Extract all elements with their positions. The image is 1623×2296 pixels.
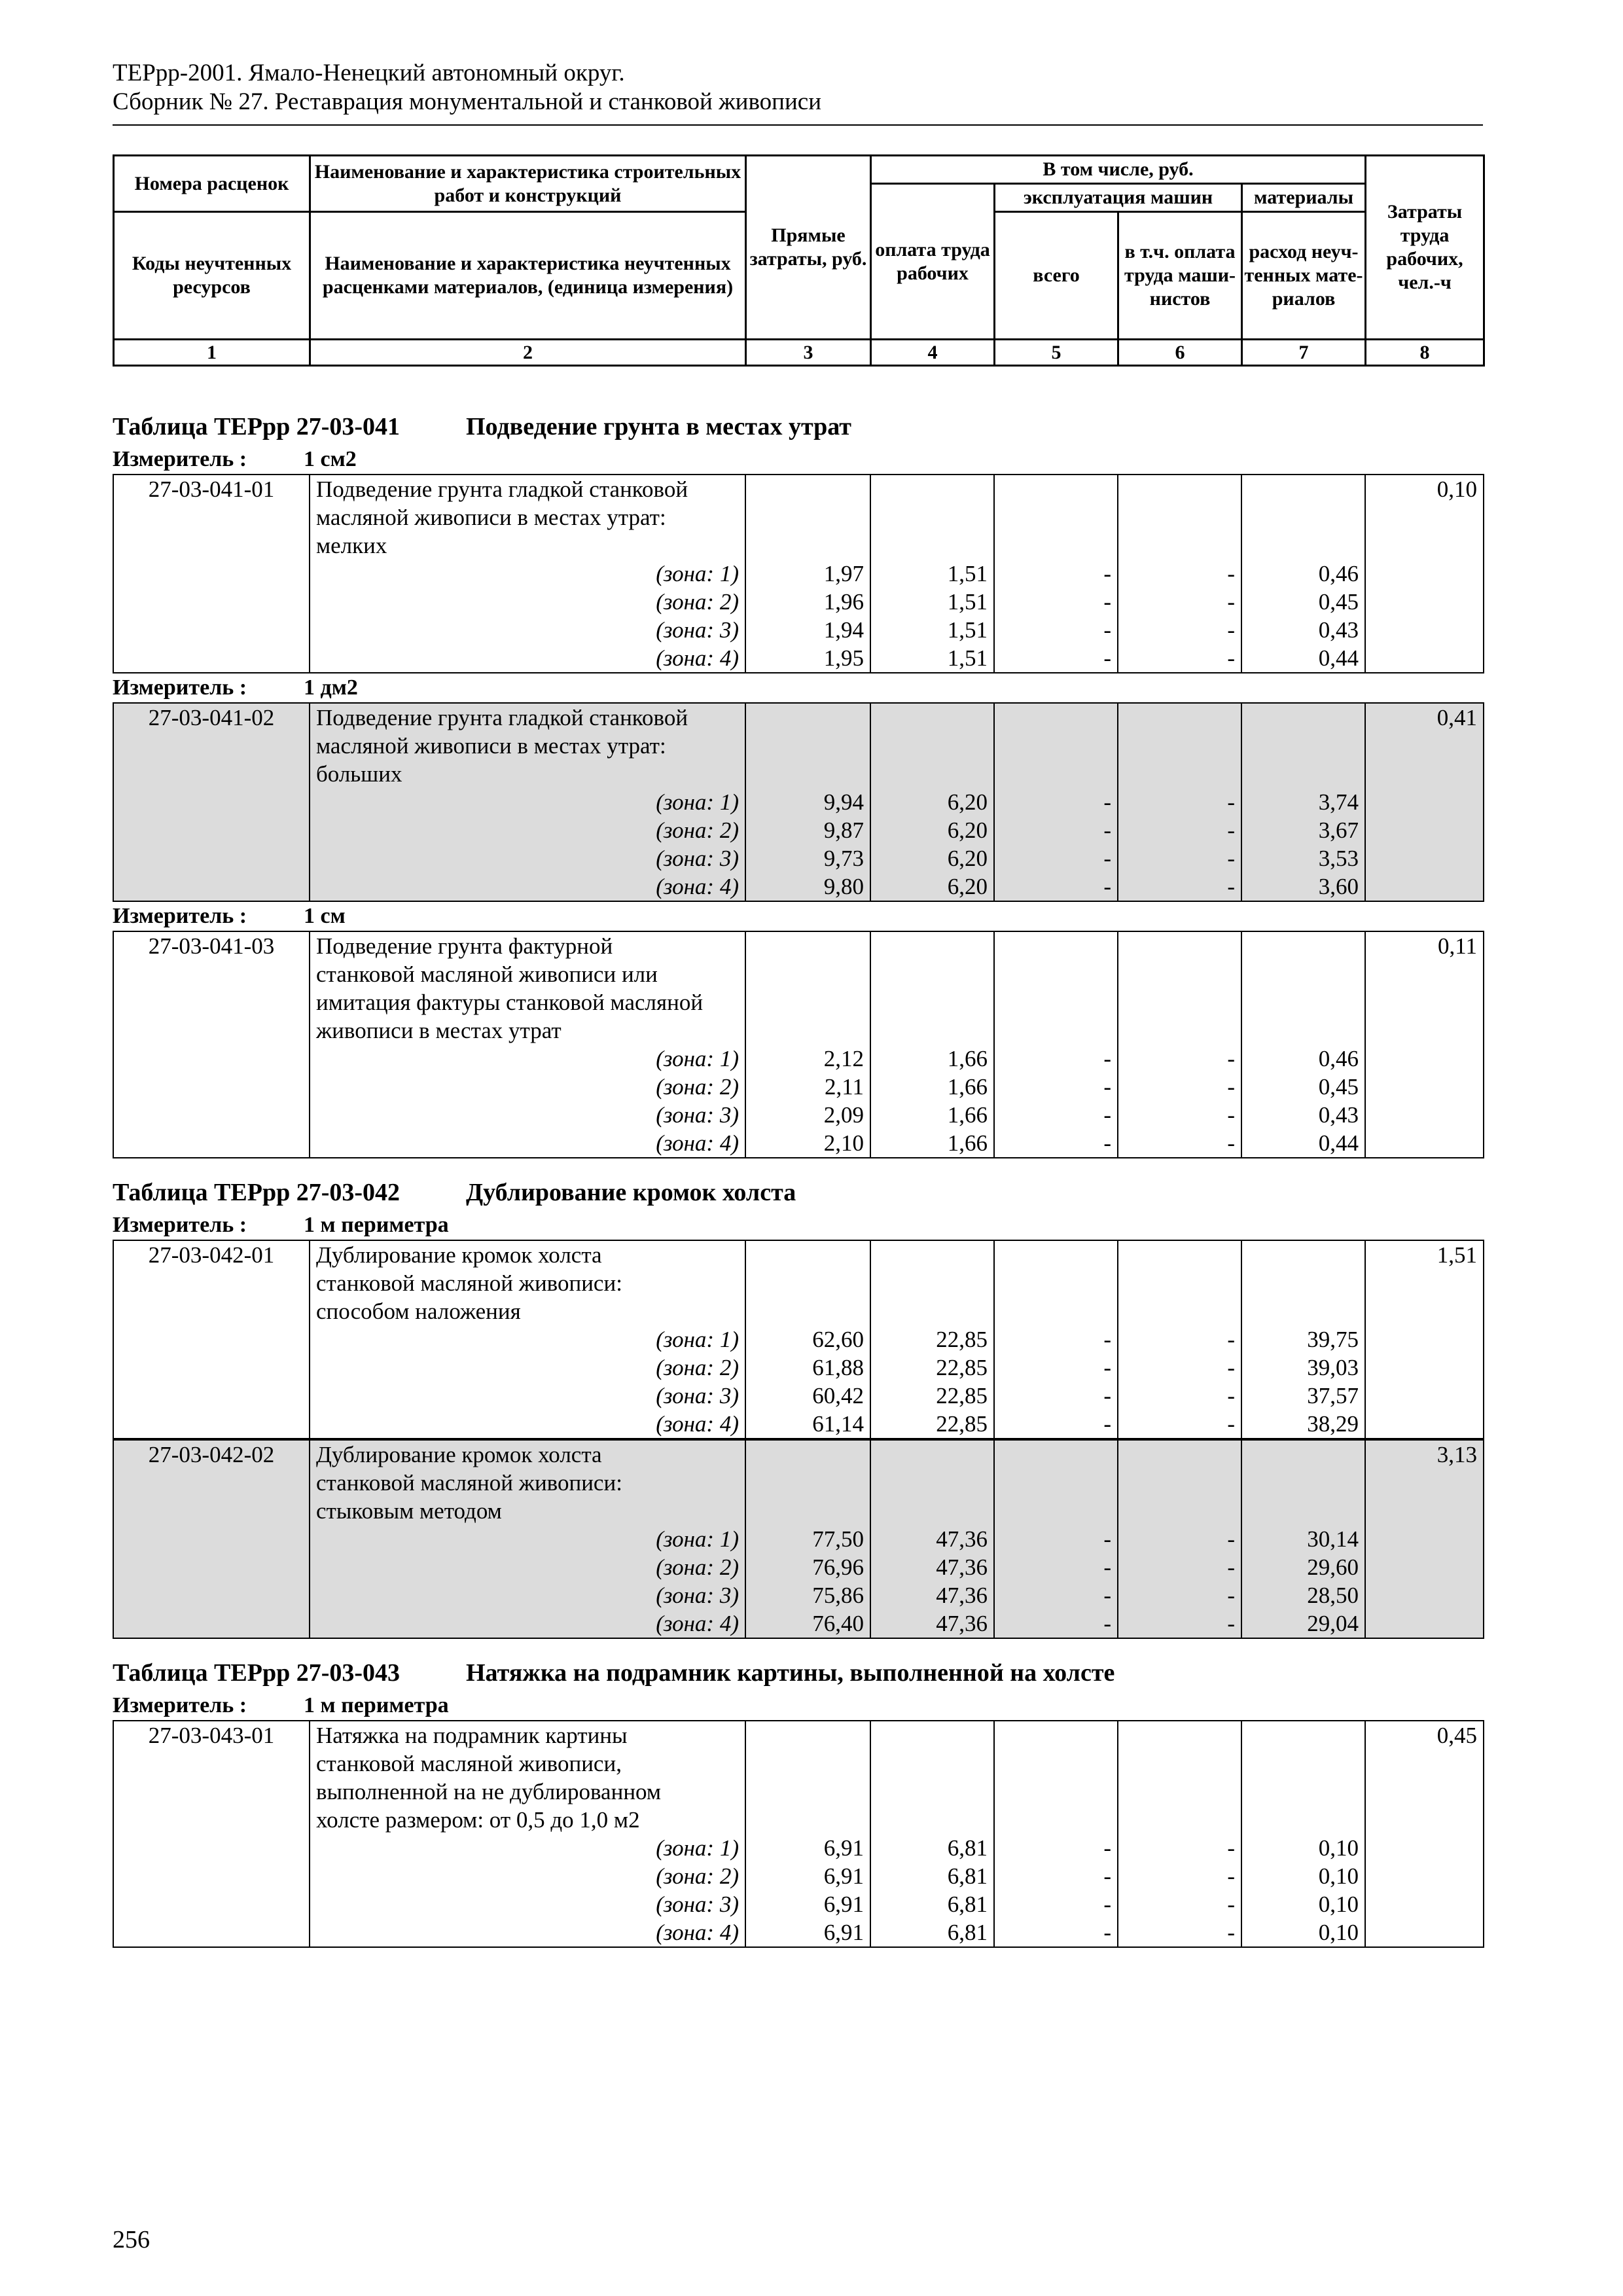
unit-value: 1 дм2 [304, 675, 358, 700]
document-body [113, 393, 1483, 1948]
table-title [113, 1655, 1483, 1691]
rate-name-row [113, 531, 1484, 560]
page-number: 256 [113, 2226, 150, 2253]
rate-name-row [113, 703, 1484, 732]
col-number: 6 [1118, 340, 1242, 366]
value-wages: 6,20 [870, 816, 994, 844]
value-materials: 0,44 [1241, 1129, 1365, 1158]
unit-value: 1 м периметра [304, 1693, 449, 1717]
rate-name-row [113, 1749, 1484, 1778]
value-direct: 60,42 [745, 1382, 870, 1410]
labor-cost: 0,41 [1365, 703, 1484, 732]
rate-block [113, 1439, 1484, 1639]
value-direct: 61,14 [745, 1410, 870, 1439]
value-machines: - [994, 1581, 1118, 1609]
value-wages: 47,36 [870, 1525, 994, 1553]
table-code: Таблица ТЕРрр 27-03-041 [113, 413, 401, 440]
value-materials: 0,10 [1241, 1918, 1365, 1947]
col-number: 2 [310, 340, 746, 366]
col-number: 4 [871, 340, 995, 366]
value-machines: - [994, 1354, 1118, 1382]
value-wages: 1,51 [870, 644, 994, 673]
rate-code: 27-03-041-03 [113, 931, 310, 960]
unit-line [113, 902, 1483, 931]
zone-label: (зона: 4) [310, 872, 745, 901]
zone-label: (зона: 1) [310, 1834, 745, 1862]
rate-block [113, 1720, 1484, 1948]
labor-cost: 0,45 [1365, 1721, 1484, 1749]
rate-name-line: станковой масляной живописи: [310, 1269, 745, 1297]
zone-row [113, 1609, 1484, 1638]
unit-line [113, 1211, 1483, 1240]
value-materials: 0,43 [1241, 616, 1365, 644]
value-wages: 1,51 [870, 560, 994, 588]
value-direct: 2,09 [745, 1101, 870, 1129]
value-machinists: - [1118, 844, 1241, 872]
value-wages: 22,85 [870, 1382, 994, 1410]
zone-row [113, 588, 1484, 616]
zone-row [113, 1834, 1484, 1862]
zone-label: (зона: 3) [310, 616, 745, 644]
unit-label: Измеритель : [113, 1693, 247, 1717]
value-wages: 47,36 [870, 1553, 994, 1581]
value-machines: - [994, 644, 1118, 673]
value-wages: 6,20 [870, 788, 994, 816]
unit-line [113, 1691, 1483, 1720]
rate-code: 27-03-042-01 [113, 1240, 310, 1269]
value-materials: 0,10 [1241, 1834, 1365, 1862]
zone-label: (зона: 4) [310, 1918, 745, 1947]
unit-label: Измеритель : [113, 675, 247, 700]
rate-name-line: Дублирование кромок холста [310, 1440, 745, 1469]
value-materials: 0,45 [1241, 1073, 1365, 1101]
value-direct: 6,91 [745, 1918, 870, 1947]
zone-row [113, 788, 1484, 816]
value-direct: 76,96 [745, 1553, 870, 1581]
value-materials: 0,44 [1241, 644, 1365, 673]
value-machines: - [994, 1382, 1118, 1410]
value-materials: 0,46 [1241, 560, 1365, 588]
rate-name-row [113, 1016, 1484, 1045]
col-rate-numbers: Номера расценок [114, 156, 310, 212]
rate-name-row [113, 760, 1484, 788]
value-machinists: - [1118, 1581, 1241, 1609]
value-materials: 29,60 [1241, 1553, 1365, 1581]
col-number: 7 [1242, 340, 1366, 366]
labor-cost: 0,11 [1365, 931, 1484, 960]
value-machines: - [994, 1073, 1118, 1101]
unit-value: 1 м периметра [304, 1213, 449, 1237]
value-machinists: - [1118, 1918, 1241, 1947]
rate-name-row [113, 1721, 1484, 1749]
value-machinists: - [1118, 1834, 1241, 1862]
col-work-name: Наименование и характеристика строительных работ и конструкций [310, 156, 746, 212]
rate-name-row [113, 960, 1484, 988]
zone-label: (зона: 2) [310, 816, 745, 844]
value-machinists: - [1118, 1890, 1241, 1918]
rate-name-row [113, 475, 1484, 503]
value-machines: - [994, 1325, 1118, 1354]
zone-label: (зона: 1) [310, 1045, 745, 1073]
zone-row [113, 1325, 1484, 1354]
zone-label: (зона: 1) [310, 788, 745, 816]
value-machines: - [994, 1918, 1118, 1947]
value-direct: 6,91 [745, 1862, 870, 1890]
rate-name-row [113, 988, 1484, 1016]
value-machinists: - [1118, 1101, 1241, 1129]
col-machine-operation: эксплуатация машин [995, 184, 1242, 212]
value-wages: 1,66 [870, 1101, 994, 1129]
zone-row [113, 816, 1484, 844]
value-machines: - [994, 1609, 1118, 1638]
value-direct: 62,60 [745, 1325, 870, 1354]
rate-name-line: имитация фактуры станковой масляной [310, 988, 745, 1016]
value-direct: 9,94 [745, 788, 870, 816]
value-direct: 76,40 [745, 1609, 870, 1638]
unit-value: 1 см2 [304, 447, 357, 471]
value-machinists: - [1118, 788, 1241, 816]
rate-code: 27-03-043-01 [113, 1721, 310, 1749]
value-direct: 9,80 [745, 872, 870, 901]
zone-row [113, 644, 1484, 673]
header-rule [113, 124, 1483, 126]
zone-label: (зона: 3) [310, 1382, 745, 1410]
zone-row [113, 1862, 1484, 1890]
col-material-name: Наименование и характеристика неучтенных расценками материалов, (единица измерения) [310, 212, 746, 340]
zone-label: (зона: 3) [310, 1101, 745, 1129]
value-machines: - [994, 1129, 1118, 1158]
zone-label: (зона: 1) [310, 1325, 745, 1354]
zone-row [113, 872, 1484, 901]
value-machines: - [994, 588, 1118, 616]
value-direct: 2,12 [745, 1045, 870, 1073]
value-machinists: - [1118, 1073, 1241, 1101]
value-direct: 9,73 [745, 844, 870, 872]
value-materials: 3,67 [1241, 816, 1365, 844]
unit-line [113, 445, 1483, 474]
col-incl-rub: В том числе, руб. [871, 156, 1366, 184]
value-machines: - [994, 1410, 1118, 1439]
page-header [113, 59, 1483, 117]
unit-label: Измеритель : [113, 1213, 247, 1237]
labor-cost: 1,51 [1365, 1240, 1484, 1269]
rate-name-line: Натяжка на подрамник картины [310, 1721, 745, 1749]
rate-name-row [113, 1440, 1484, 1469]
zone-label: (зона: 4) [310, 1609, 745, 1638]
value-direct: 9,87 [745, 816, 870, 844]
header-line-1: ТЕРрр-2001. Ямало-Ненецкий автономный округ. [113, 60, 625, 86]
value-machines: - [994, 1862, 1118, 1890]
table-code: Таблица ТЕРрр 27-03-042 [113, 1179, 401, 1206]
rate-name-row [113, 732, 1484, 760]
zone-row [113, 616, 1484, 644]
value-direct: 1,97 [745, 560, 870, 588]
value-materials: 0,10 [1241, 1890, 1365, 1918]
value-machines: - [994, 872, 1118, 901]
value-machinists: - [1118, 1045, 1241, 1073]
zone-label: (зона: 4) [310, 644, 745, 673]
rate-name-row [113, 1806, 1484, 1834]
value-direct: 61,88 [745, 1354, 870, 1382]
zone-row [113, 1918, 1484, 1947]
zone-row [113, 1890, 1484, 1918]
value-materials: 3,74 [1241, 788, 1365, 816]
value-machinists: - [1118, 1609, 1241, 1638]
rate-name-line: масляной живописи в местах утрат: [310, 732, 745, 760]
value-materials: 30,14 [1241, 1525, 1365, 1553]
zone-row [113, 1581, 1484, 1609]
zone-row [113, 1101, 1484, 1129]
value-wages: 1,66 [870, 1129, 994, 1158]
value-wages: 22,85 [870, 1410, 994, 1439]
rate-name-line: выполненной на не дублированном [310, 1778, 745, 1806]
col-resource-codes: Коды неучтенных ресурсов [114, 212, 310, 340]
value-direct: 1,96 [745, 588, 870, 616]
zone-row [113, 1073, 1484, 1101]
zone-label: (зона: 3) [310, 1890, 745, 1918]
zone-row [113, 1382, 1484, 1410]
value-materials: 29,04 [1241, 1609, 1365, 1638]
rate-code: 27-03-042-02 [113, 1440, 310, 1469]
value-materials: 3,53 [1241, 844, 1365, 872]
zone-row [113, 1553, 1484, 1581]
value-machinists: - [1118, 560, 1241, 588]
value-machines: - [994, 1834, 1118, 1862]
value-machines: - [994, 1553, 1118, 1581]
labor-cost: 3,13 [1365, 1440, 1484, 1469]
rate-name-line: масляной живописи в местах утрат: [310, 503, 745, 531]
rate-block [113, 702, 1484, 902]
zone-row [113, 1525, 1484, 1553]
header-line-2: Сборник № 27. Реставрация монументальной и станковой живописи [113, 88, 822, 115]
zone-label: (зона: 3) [310, 844, 745, 872]
zone-label: (зона: 3) [310, 1581, 745, 1609]
rate-name-row [113, 1269, 1484, 1297]
value-machinists: - [1118, 1410, 1241, 1439]
unit-value: 1 см [304, 904, 346, 928]
value-direct: 1,94 [745, 616, 870, 644]
value-machinists: - [1118, 816, 1241, 844]
zone-label: (зона: 2) [310, 588, 745, 616]
rate-name-line: Дублирование кромок холста [310, 1240, 745, 1269]
rate-name-line: Подведение грунта гладкой станковой [310, 475, 745, 503]
value-wages: 1,66 [870, 1073, 994, 1101]
zone-label: (зона: 4) [310, 1410, 745, 1439]
value-machinists: - [1118, 1525, 1241, 1553]
unit-line [113, 673, 1483, 702]
zone-row [113, 1045, 1484, 1073]
value-materials: 0,10 [1241, 1862, 1365, 1890]
value-machines: - [994, 844, 1118, 872]
rate-block [113, 1240, 1484, 1439]
value-materials: 39,75 [1241, 1325, 1365, 1354]
value-machines: - [994, 1890, 1118, 1918]
table-code: Таблица ТЕРрр 27-03-043 [113, 1659, 401, 1687]
value-machinists: - [1118, 616, 1241, 644]
value-machines: - [994, 560, 1118, 588]
col-materials: материалы [1242, 184, 1366, 212]
col-number: 5 [995, 340, 1118, 366]
value-wages: 6,81 [870, 1834, 994, 1862]
col-labor-costs: Затраты труда рабочих, чел.-ч [1366, 156, 1484, 340]
zone-label: (зона: 2) [310, 1553, 745, 1581]
value-materials: 39,03 [1241, 1354, 1365, 1382]
value-materials: 0,43 [1241, 1101, 1365, 1129]
rate-name-row [113, 1778, 1484, 1806]
value-machinists: - [1118, 1862, 1241, 1890]
zone-row [113, 844, 1484, 872]
rate-name-row [113, 1240, 1484, 1269]
value-wages: 1,51 [870, 616, 994, 644]
value-wages: 1,51 [870, 588, 994, 616]
col-direct-costs: Прямые затраты, руб. [746, 156, 871, 340]
rate-name-row [113, 1297, 1484, 1325]
value-machinists: - [1118, 1129, 1241, 1158]
value-wages: 1,66 [870, 1045, 994, 1073]
col-unaccounted-materials: расход неуч- тенных мате- риалов [1242, 212, 1366, 340]
value-machinists: - [1118, 644, 1241, 673]
zone-label: (зона: 2) [310, 1073, 745, 1101]
col-number: 3 [746, 340, 871, 366]
table-name: Дублирование кромок холста [466, 1179, 796, 1206]
rate-name-row [113, 1497, 1484, 1525]
value-wages: 6,81 [870, 1862, 994, 1890]
value-machinists: - [1118, 1325, 1241, 1354]
value-wages: 22,85 [870, 1325, 994, 1354]
value-direct: 6,91 [745, 1890, 870, 1918]
rate-name-line: мелких [310, 531, 745, 560]
value-machinists: - [1118, 1382, 1241, 1410]
rate-name-line: способом наложения [310, 1297, 745, 1325]
table-name: Натяжка на подрамник картины, выполненной на холсте [466, 1659, 1115, 1687]
value-materials: 37,57 [1241, 1382, 1365, 1410]
col-number: 1 [114, 340, 310, 366]
zone-label: (зона: 2) [310, 1862, 745, 1890]
value-machines: - [994, 1101, 1118, 1129]
value-materials: 3,60 [1241, 872, 1365, 901]
rate-name-line: больших [310, 760, 745, 788]
table-title [113, 408, 1483, 445]
rate-name-line: холсте размером: от 0,5 до 1,0 м2 [310, 1806, 745, 1834]
value-machinists: - [1118, 1553, 1241, 1581]
value-materials: 0,45 [1241, 588, 1365, 616]
value-wages: 22,85 [870, 1354, 994, 1382]
value-wages: 6,81 [870, 1890, 994, 1918]
rate-name-line: станковой масляной живописи или [310, 960, 745, 988]
zone-label: (зона: 1) [310, 560, 745, 588]
value-direct: 77,50 [745, 1525, 870, 1553]
value-machines: - [994, 616, 1118, 644]
col-machine-total: всего [995, 212, 1118, 340]
rate-block [113, 474, 1484, 673]
rate-name-row [113, 503, 1484, 531]
zone-row [113, 560, 1484, 588]
value-machinists: - [1118, 872, 1241, 901]
labor-cost: 0,10 [1365, 475, 1484, 503]
rate-name-line: станковой масляной живописи: [310, 1469, 745, 1497]
value-wages: 47,36 [870, 1609, 994, 1638]
value-wages: 6,20 [870, 872, 994, 901]
rate-block [113, 931, 1484, 1158]
unit-label: Измеритель : [113, 904, 247, 928]
col-worker-wages: оплата труда рабочих [871, 184, 995, 340]
rate-code: 27-03-041-01 [113, 475, 310, 503]
value-direct: 2,11 [745, 1073, 870, 1101]
table-name: Подведение грунта в местах утрат [466, 413, 851, 440]
rate-name-line: Подведение грунта гладкой станковой [310, 703, 745, 732]
rate-name-row [113, 931, 1484, 960]
rate-code: 27-03-041-02 [113, 703, 310, 732]
value-wages: 6,81 [870, 1918, 994, 1947]
column-header-table [113, 154, 1485, 367]
rate-name-line: стыковым методом [310, 1497, 745, 1525]
unit-label: Измеритель : [113, 447, 247, 471]
zone-row [113, 1354, 1484, 1382]
col-number: 8 [1366, 340, 1484, 366]
rate-name-row [113, 1469, 1484, 1497]
value-machines: - [994, 1525, 1118, 1553]
value-wages: 6,20 [870, 844, 994, 872]
table-title [113, 1174, 1483, 1211]
zone-label: (зона: 2) [310, 1354, 745, 1382]
value-machinists: - [1118, 588, 1241, 616]
value-materials: 38,29 [1241, 1410, 1365, 1439]
zone-row [113, 1410, 1484, 1439]
value-machines: - [994, 816, 1118, 844]
rate-name-line: Подведение грунта фактурной [310, 931, 745, 960]
value-direct: 75,86 [745, 1581, 870, 1609]
value-machines: - [994, 788, 1118, 816]
value-materials: 28,50 [1241, 1581, 1365, 1609]
rate-name-line: станковой масляной живописи, [310, 1749, 745, 1778]
value-direct: 2,10 [745, 1129, 870, 1158]
value-direct: 1,95 [745, 644, 870, 673]
value-materials: 0,46 [1241, 1045, 1365, 1073]
value-machinists: - [1118, 1354, 1241, 1382]
zone-label: (зона: 1) [310, 1525, 745, 1553]
zone-row [113, 1129, 1484, 1158]
col-machinist-wages: в т.ч. оплата труда маши- нистов [1118, 212, 1242, 340]
zone-label: (зона: 4) [310, 1129, 745, 1158]
rate-name-line: живописи в местах утрат [310, 1016, 745, 1045]
value-direct: 6,91 [745, 1834, 870, 1862]
value-wages: 47,36 [870, 1581, 994, 1609]
value-machines: - [994, 1045, 1118, 1073]
